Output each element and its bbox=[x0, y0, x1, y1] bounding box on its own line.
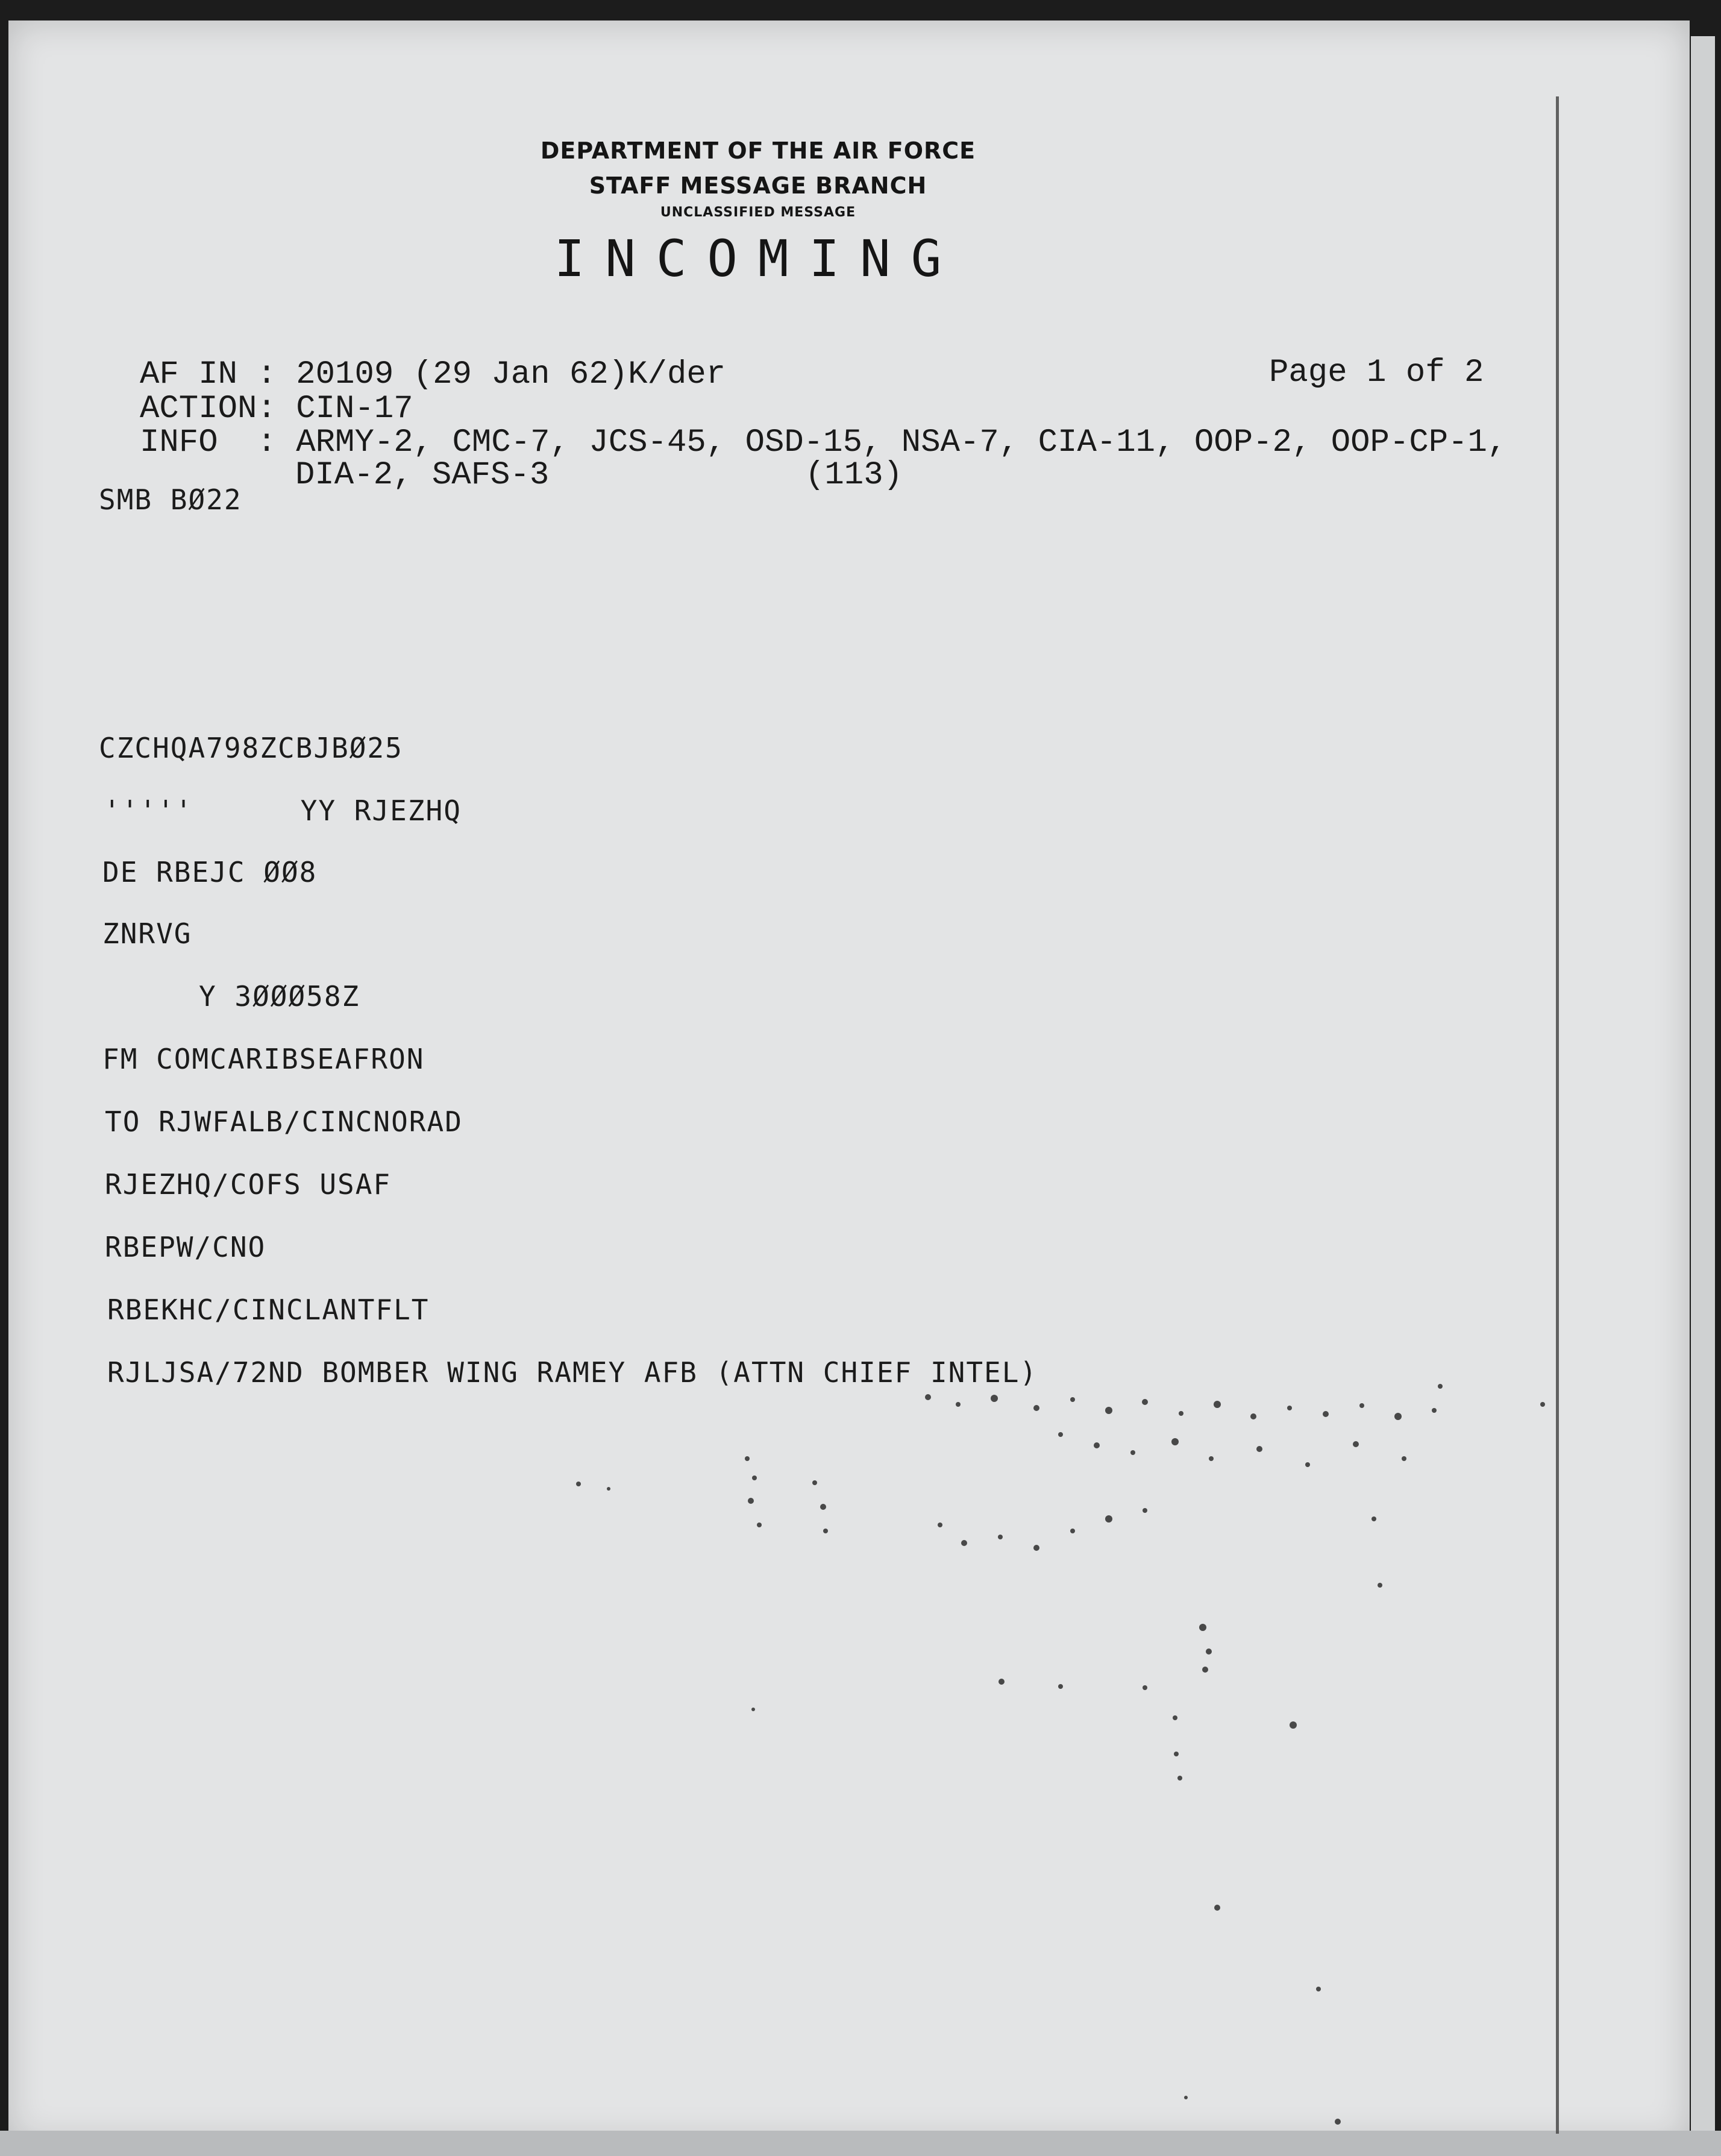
info-line-1: INFO : ARMY-2, CMC-7, JCS-45, OSD-15, NSA-7, CIA-11, OOP-2, OOP-CP-1, bbox=[140, 424, 1507, 461]
message-line: Y 3ØØØ58Z bbox=[199, 980, 360, 1013]
smb-number: SMB BØ22 bbox=[99, 483, 242, 516]
department-heading: DEPARTMENT OF THE AIR FORCE bbox=[540, 137, 976, 164]
classification-label: UNCLASSIFIED MESSAGE bbox=[660, 205, 856, 220]
message-line: CZCHQA798ZCBJBØ25 bbox=[99, 732, 403, 764]
distribution-total: (113) bbox=[805, 457, 903, 494]
action-line: ACTION: CIN-17 bbox=[140, 391, 413, 427]
message-line: RJEZHQ/COFS USAF bbox=[105, 1168, 392, 1201]
message-line: ''''' YY RJEZHQ bbox=[104, 794, 462, 827]
message-line: RBEKHC/CINCLANTFLT bbox=[107, 1293, 430, 1326]
message-type-title: INCOMING bbox=[554, 229, 962, 288]
message-line: RJLJSA/72ND BOMBER WING RAMEY AFB (ATTN CHIEF INTEL) bbox=[107, 1356, 1038, 1389]
page-number: Page 1 of 2 bbox=[1269, 354, 1484, 391]
af-in-number: AF IN : 20109 (29 Jan 62)K/der bbox=[140, 356, 726, 393]
message-line: TO RJWFALB/CINCNORAD bbox=[105, 1105, 463, 1138]
message-line: ZNRVG bbox=[102, 917, 192, 950]
info-line-2: DIA-2, SAFS-3 bbox=[295, 457, 550, 494]
branch-heading: STAFF MESSAGE BRANCH bbox=[589, 172, 927, 199]
message-line: FM COMCARIBSEAFRON bbox=[102, 1043, 425, 1075]
message-line: DE RBEJC ØØ8 bbox=[102, 856, 318, 888]
message-line: RBEPW/CNO bbox=[105, 1231, 266, 1263]
